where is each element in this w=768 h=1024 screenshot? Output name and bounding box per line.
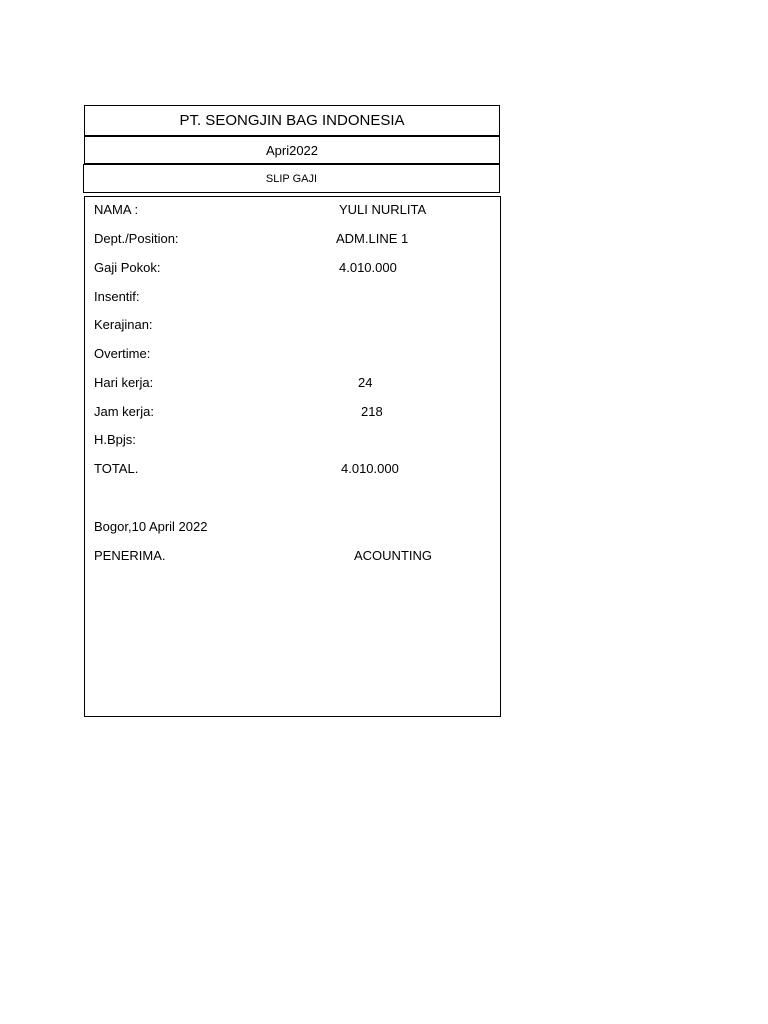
row-label-h-bpjs: H.Bpjs: (94, 432, 136, 447)
row-label-jam-kerja: Jam kerja: (94, 404, 154, 419)
row-label-total: TOTAL. (94, 461, 139, 476)
period-label: Apri2022 (265, 142, 319, 158)
row-value-hari-kerja: 24 (358, 375, 373, 390)
period-header (84, 136, 500, 164)
row-value-nama: YULI NURLITA (339, 202, 427, 217)
row-value-total: 4.010.000 (341, 461, 399, 476)
row-label-overtime: Overtime: (94, 346, 151, 361)
company-header (84, 105, 500, 136)
row-label-gaji-pokok: Gaji Pokok: (94, 260, 161, 275)
slip-title: SLIP GAJI (265, 172, 318, 185)
receiver-label: PENERIMA. (94, 548, 166, 563)
row-label-nama: NAMA : (94, 202, 139, 217)
row-value-jam-kerja: 218 (361, 404, 383, 419)
row-label-kerajinan: Kerajinan: (94, 317, 153, 332)
row-label-dept-position: Dept./Position: (94, 231, 179, 246)
company-name: PT. SEONGJIN BAG INDONESIA (179, 112, 405, 129)
row-value-gaji-pokok: 4.010.000 (339, 260, 397, 275)
slip-title-header (83, 164, 500, 193)
row-value-dept-position: ADM.LINE 1 (336, 231, 409, 246)
accounting-label: ACOUNTING (354, 548, 432, 563)
row-label-insentif: Insentif: (94, 289, 140, 304)
place-date: Bogor,10 April 2022 (94, 519, 208, 534)
row-label-hari-kerja: Hari kerja: (94, 375, 154, 390)
